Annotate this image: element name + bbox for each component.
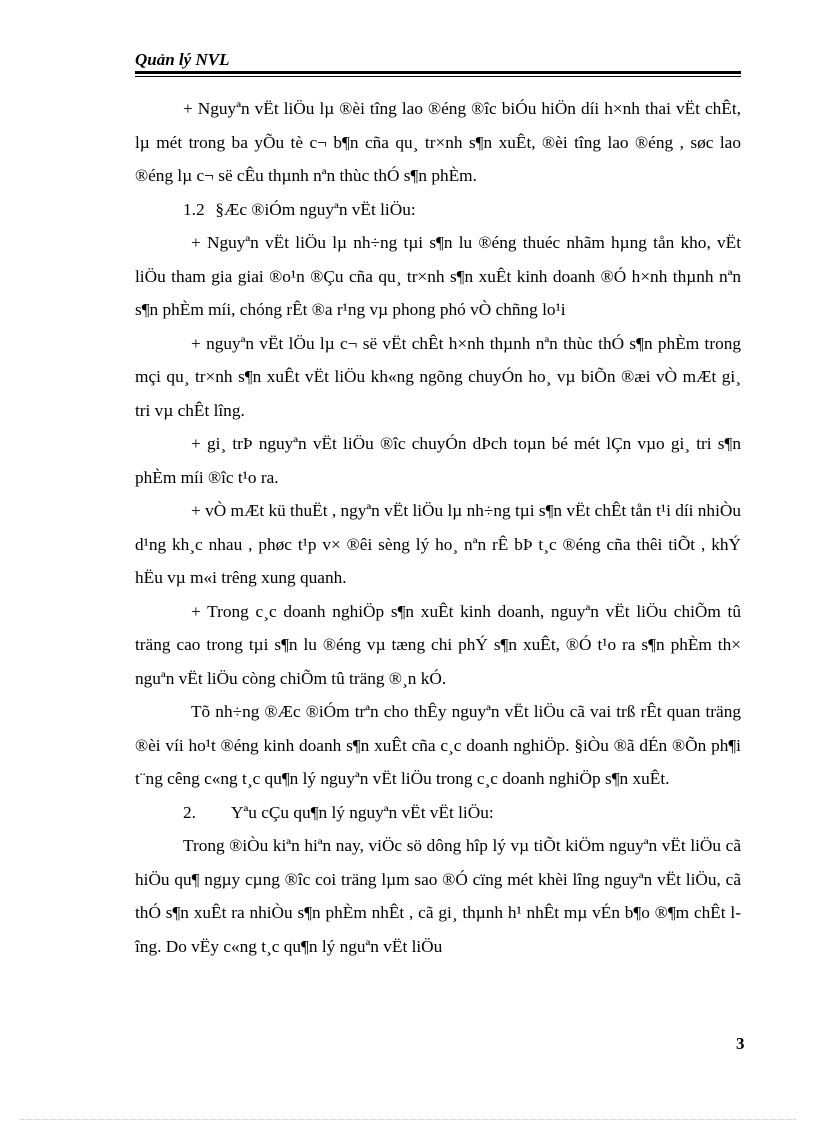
- paragraph-4: + gi¸ trÞ nguyªn vËt liÖu ®îc chuyÓn dÞch toµn bé mét lÇn vµo gi¸ tri s¶n phÈm míi ®îc t¹o ra.: [135, 434, 741, 487]
- section-heading-1-2: [135, 193, 741, 227]
- paragraph-5: + vÒ mÆt kü thuËt , ngyªn vËt liÖu lµ nh÷ng tµi s¶n vËt chÊt tån t¹i díi nhiÒu d¹ng kh¸c nhau , phøc t¹p v× ®êi sèng lý ho¸ nªn rÊ bÞ t¸c ®éng cña thêi tiÕt , khÝ hËu vµ m«i trêng xung quanh.: [135, 501, 741, 587]
- heading-text: §Æc ®iÓm nguyªn vËt liÖu:: [215, 199, 416, 219]
- page-header-title: Quản lý NVL: [135, 50, 230, 69]
- paragraph-6: + Trong c¸c doanh nghiÖp s¶n xuÊt kinh doanh, nguyªn vËt liÖu chiÕm tû träng cao trong tµi s¶n lu ®éng vµ tæng chi phÝ s¶n xuÊt, ®Ó t¹o ra s¶n phÈm th× nguªn vËt liÖu còng chiÕm tû träng ®¸n kÓ.: [135, 601, 741, 688]
- heading-number: 2.: [183, 802, 196, 822]
- paragraph-3: + nguyªn vËt lÖu lµ c¬ së vËt chÊt h×nh thµnh nªn thùc thÓ s¶n phÈm trong mçi qu¸ tr×nh s¶n xuÊt vËt liÖu kh«ng ngõng chuyÓn ho¸ vµ biÕn ®æi vÒ mÆt gi¸ tri vµ chÊt lîng.: [135, 333, 741, 420]
- page-bottom-border: [20, 1119, 796, 1120]
- heading-text: Yªu cÇu qu¶n lý nguyªn vËt vËt liÖu:: [231, 802, 494, 822]
- section-heading-2: [135, 796, 741, 830]
- header-rule-thick: [135, 71, 741, 74]
- heading-number: 1.2: [183, 199, 205, 219]
- header-rule-thin: [135, 76, 741, 77]
- page-number: 3: [736, 1034, 745, 1053]
- document-body: [135, 92, 741, 963]
- paragraph-2: + Nguyªn vËt liÖu lµ nh÷ng tµi s¶n lu ®éng thuéc nhãm hµng tån kho, vËt liÖu tham gia giai ®o¹n ®Çu cña qu¸ tr×nh s¶n xuÊt kinh doanh ®Ó h×nh thµnh nªn s¶n phÈm míi, chóng rÊt ®a r¹ng vµ phong phó vÒ chñng lo¹i: [135, 233, 741, 319]
- paragraph-8: Trong ®iÒu kiªn hiªn nay, viÖc sö dông hîp lý vµ tiÕt kiÖm nguyªn vËt liÖu cã hiÖu qu¶ ngµy cµng ®îc coi träng lµm sao ®Ó cïng mét khèi lîng nguyªn vËt liÖu, cã thÓ s¶n xuÊt ra nhiÒu s¶n phÈm nhÊt , cã gi¸ thµnh h¹ nhÊt mµ vÉn b¶o ®¶m chÊt lîng. Do vËy c«ng t¸c qu¶n lý nguªn vËt liÖu: [135, 836, 741, 956]
- paragraph-1: + Nguyªn vËt liÖu lµ ®èi tîng lao ®éng ®îc biÓu hiÖn díi h×nh thai vËt chÊt, lµ mét trong ba yÕu tè c¬ b¶n cña qu¸ tr×nh s¶n xuÊt, ®èi tîng lao ®éng , søc lao ®éng lµ c¬ së cÊu thµnh nªn thùc thÓ s¶n phÈm.: [135, 99, 741, 185]
- paragraph-7: Tõ nh÷ng ®Æc ®iÓm trªn cho thÊy nguyªn vËt liÖu cã vai trß rÊt quan träng ®èi víi ho¹t ®éng kinh doanh s¶n xuÊt cña c¸c doanh nghiÖp. §iÒu ®ã dÉn ®Õn ph¶i t¨ng cêng c«ng t¸c qu¶n lý nguyªn vËt liÖu trong c¸c doanh nghiÖp s¶n xuÊt.: [135, 702, 741, 788]
